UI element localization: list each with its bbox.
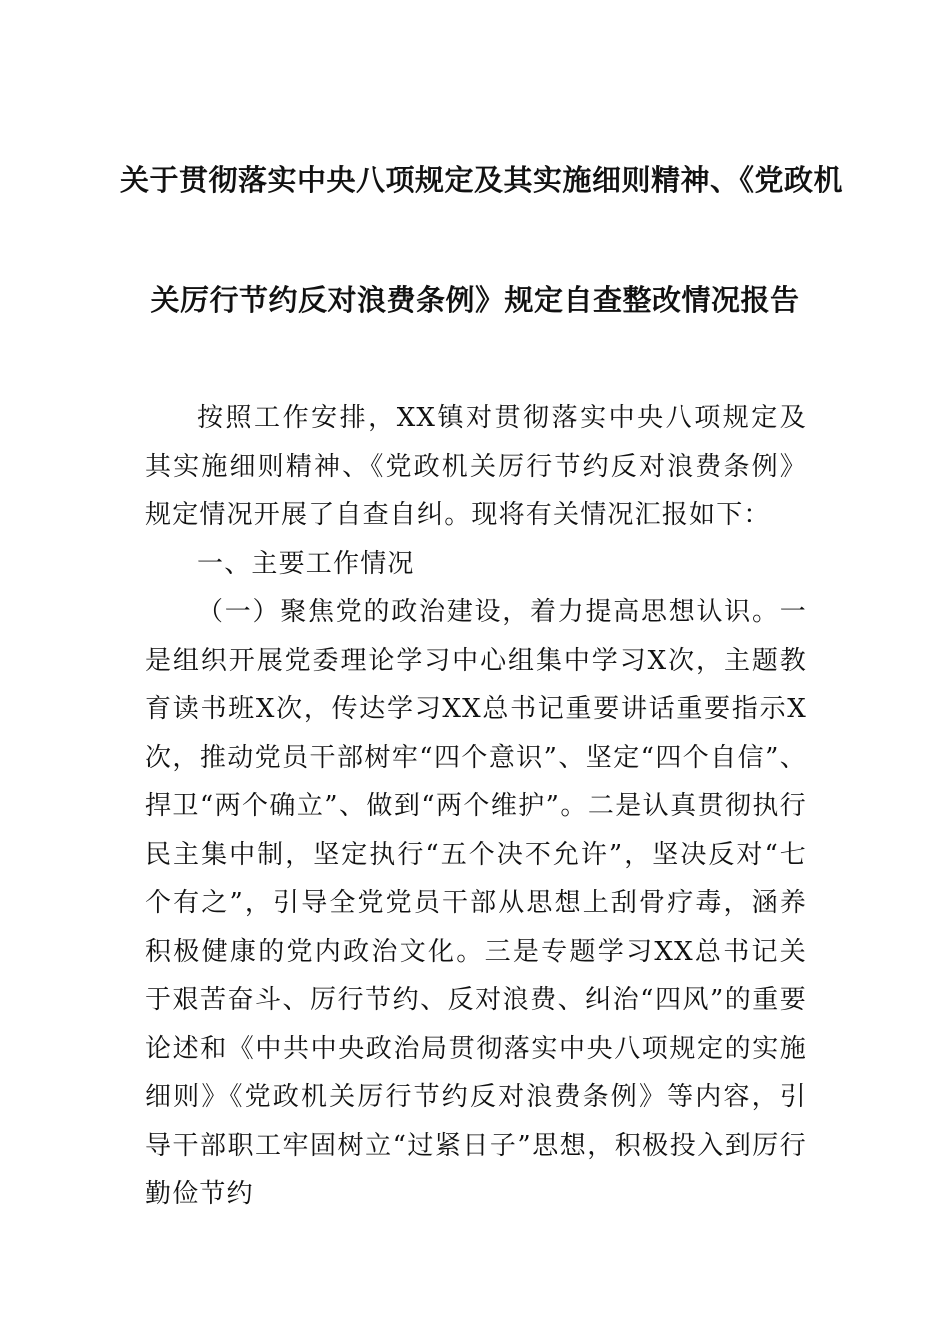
document-body <box>145 394 807 1219</box>
intro-paragraph: 按照工作安排，XX镇对贯彻落实中央八项规定及其实施细则精神、《党政机关厉行节约反对浪费条例》规定情况开展了自查自纠。现将有关情况汇报如下： <box>145 403 807 530</box>
document-title-line-2: 关厉行节约反对浪费条例》规定自查整改情况报告 <box>150 283 800 317</box>
section-heading: 一、主要工作情况 <box>197 548 415 579</box>
body-paragraph: （一）聚焦党的政治建设，着力提高思想认识。一是组织开展党委理论学习中心组集中学习X次，主题教育读书班X次，传达学习XX总书记重要讲话重要指示X次，推动党员干部树牢“四个意识”、坚定“四个自信”、捍卫“两个确立”、做到“两个维护”。二是认真贯彻执行民主集中制，坚定执行“五个决不允许”，坚决反对“七个有之”，引导全党党员干部从思想上刮骨疗毒，涵养积极健康的党内政治文化。三是专题学习XX总书记关于艰苦奋斗、厉行节约、反对浪费、纠治“四风”的重要论述和《中共中央政治局贯彻落实中央八项规定的实施细则》《党政机关厉行节约反对浪费条例》等内容，引导干部职工牢固树立“过紧日子”思想，积极投入到厉行勤俭节约 <box>145 597 807 1209</box>
document-title-line-1: 关于贯彻落实中央八项规定及其实施细则精神、《党政机 <box>120 163 844 197</box>
